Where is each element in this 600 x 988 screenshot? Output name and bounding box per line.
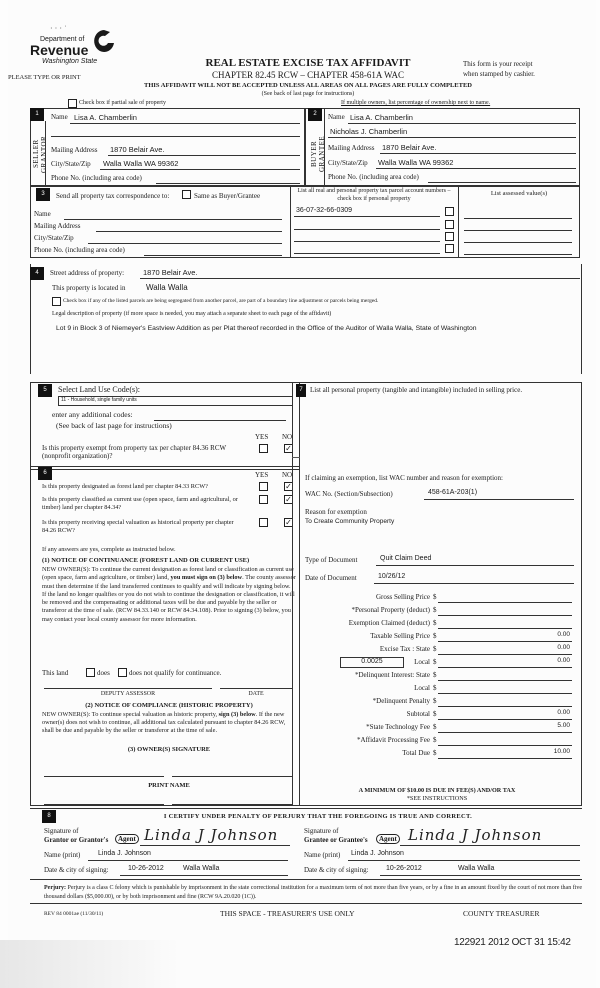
- section-number-7: 7: [296, 384, 306, 397]
- grantee-agent-circled: Agent: [376, 834, 400, 844]
- amount-label: *Delinquent Interest: State: [354, 671, 430, 679]
- historic-question: Is this property receiving special valuation as historical property per chapter 84.26 RCW?: [42, 519, 234, 534]
- perjury-text: Perjury is a class C felony which is punishable by imprisonment in the state correctional institution for a maximum term of not more than five years, or by a fine in an amount fixed by the court of not more than five thousand dollars ($5,000.00), or by both imprisonment and fine (RCW 9A.20.020 (1C)).: [44, 885, 583, 900]
- notice2-text-b: . If the new owner(s) does not wish to continue, all additional tax calculated pursuant to chapter 84.26 RCW, shall be due and payable by the seller or transferor at the time of sale.: [42, 711, 286, 734]
- reason-value: To Create Community Property: [305, 518, 395, 525]
- grantee-name-value: Linda J. Johnson: [351, 850, 404, 857]
- perjury-bold: Perjury:: [44, 885, 66, 891]
- currency-sign: $: [433, 671, 437, 679]
- buyer-address-value: 1870 Belair Ave.: [382, 143, 437, 152]
- amount-value: 0.00: [557, 709, 570, 716]
- land-use-see-back: (See back of last page for instructions): [56, 421, 172, 430]
- legal-description-value: Lot 9 in Block 3 of Niemeyer's Eastview Addition as per Plat thereof recorded in the Office of the Auditor of Walla Walla, State of Washington: [56, 325, 477, 332]
- grantee-date-label: Date & city of signing:: [304, 866, 369, 874]
- amount-label: *Affidavit Processing Fee: [357, 736, 430, 744]
- land-use-label: Select Land Use Code(s):: [58, 385, 140, 394]
- amount-field-personal-property[interactable]: [438, 606, 572, 616]
- grantor-date-label: Date & city of signing:: [44, 866, 109, 874]
- assessed-field-3[interactable]: [464, 234, 572, 243]
- amount-value: 10.00: [553, 748, 570, 755]
- buyer-name-label: Name: [328, 113, 345, 121]
- notice2-text-a: NEW OWNER(S): To continue special valuation as historic property,: [42, 711, 219, 718]
- amount-row: [298, 696, 578, 709]
- grantor-signature: Linda J Johnson: [144, 826, 279, 844]
- section-number-4: 4: [30, 267, 44, 280]
- amount-label: *Delinquent Penalty: [372, 697, 430, 705]
- exempt-question: Is this property exempt from property tax per chapter 84.36 RCW (nonprofit organization)?: [42, 444, 226, 460]
- corr-city-field[interactable]: [88, 234, 282, 244]
- grantor-sig-label-2: Grantor or Grantor's: [44, 836, 109, 844]
- partial-sale-checkbox[interactable]: [68, 99, 77, 108]
- amount-label: Local: [414, 658, 430, 666]
- currency-sign: $: [433, 606, 437, 614]
- amount-label: *State Technology Fee: [366, 723, 430, 731]
- buyer-phone-label: Phone No. (including area code): [328, 173, 419, 181]
- current-use-yes-checkbox[interactable]: [259, 495, 268, 504]
- currency-sign: $: [433, 593, 437, 601]
- amount-field-gross[interactable]: [438, 593, 572, 603]
- corr-address-field[interactable]: [96, 222, 282, 232]
- currency-sign: $: [433, 710, 437, 718]
- wac-label: WAC No. (Section/Subsection): [305, 490, 393, 498]
- divider: [45, 121, 46, 186]
- grantee-name-label: Name (print): [304, 851, 341, 859]
- street-address-field[interactable]: [140, 269, 580, 279]
- seller-city-value: Walla Walla WA 99362: [103, 159, 179, 168]
- currency-sign: $: [433, 632, 437, 640]
- minimum-note: A MINIMUM OF $10.00 IS DUE IN FEE(S) AND/OR TAX: [358, 787, 516, 794]
- amount-field-delinquent-local[interactable]: [438, 684, 572, 694]
- seller-name-value: Lisa A. Chamberlin: [74, 113, 137, 122]
- no-header-6: NO: [282, 471, 293, 479]
- street-address-label: Street address of property:: [50, 269, 125, 277]
- amount-value: 0.00: [557, 631, 570, 638]
- located-in-label: This property is located in: [52, 284, 126, 292]
- additional-codes-label: enter any additional codes:: [52, 410, 133, 419]
- amount-row: [298, 605, 578, 618]
- logo-line2: Revenue: [30, 42, 89, 58]
- currency-sign: $: [433, 658, 437, 666]
- amount-label: Exemption Claimed (deduct): [348, 619, 430, 627]
- logo-dots: · · · ˙: [50, 24, 67, 33]
- notice2-title: (2) NOTICE OF COMPLIANCE (HISTORIC PROPERTY): [85, 702, 253, 709]
- buyer-name-value: Lisa A. Chamberlin: [350, 113, 413, 122]
- divider: [30, 903, 582, 904]
- warning: THIS AFFIDAVIT WILL NOT BE ACCEPTED UNLESS ALL AREAS ON ALL PAGES ARE FULLY COMPLETED: [144, 82, 472, 89]
- divider: [292, 457, 300, 458]
- notice1-text-a: NEW OWNER(S): To continue the current designation as forest land or classification as current use (open space, farm and agriculture, or timber) land,: [42, 566, 294, 582]
- partial-sale-label: Check box if partial sale of property: [79, 100, 166, 106]
- corr-name-label: Name: [34, 210, 51, 218]
- notice1-text: [42, 566, 296, 624]
- deputy-assessor-date[interactable]: [220, 680, 292, 689]
- amount-row: [298, 657, 578, 670]
- amount-row: [298, 631, 578, 644]
- section-6-designations: [30, 466, 300, 806]
- amount-row: [298, 592, 578, 605]
- currency-sign: $: [433, 619, 437, 627]
- form-chapter: CHAPTER 82.45 RCW – CHAPTER 458-61A WAC: [212, 70, 404, 80]
- notice1-text-b: . The county assessor must then determine if the land transferred continues to qualify and will indicate by signing below. If the land no longer qualifies or you do not wish to continue the designation or classification, it will be removed and the compensating or additional taxes will be due and payable by the seller or transferor at the time of sale. (RCW 84.33.140 or RCW 84.34.108). Prior to signing (3) below, you may contact your local county assessor for more information.: [42, 574, 296, 623]
- buyer-side-label: BUYER GRANTEE: [310, 135, 326, 173]
- forest-no-checkbox[interactable]: ✓: [285, 482, 292, 491]
- grantor-name-value: Linda J. Johnson: [98, 850, 151, 857]
- amount-row: [298, 735, 578, 748]
- corr-phone-label: Phone No. (including area code): [34, 246, 125, 254]
- grantor-agent-circled: Agent: [115, 834, 139, 844]
- currency-sign: $: [433, 684, 437, 692]
- logo-line3: Washington State: [42, 58, 98, 65]
- divider: [324, 108, 325, 186]
- amount-field-delinquent-state[interactable]: [438, 671, 572, 681]
- currency-sign: $: [433, 749, 437, 757]
- treasurer-use: THIS SPACE - TREASURER'S USE ONLY: [220, 909, 355, 918]
- date-label: DATE: [248, 691, 264, 697]
- historic-yes-checkbox[interactable]: [259, 518, 268, 527]
- yes-header: YES: [255, 433, 269, 441]
- grantee-date-value: 10-26-2012: [386, 865, 422, 872]
- doc-type-label: Type of Document: [305, 556, 358, 564]
- section-4-property: [30, 264, 582, 374]
- amount-label: Gross Selling Price: [375, 593, 430, 601]
- certify-statement: I CERTIFY UNDER PENALTY OF PERJURY THAT THE FOREGOING IS TRUE AND CORRECT.: [163, 813, 473, 820]
- notice2-bold: sign (3) below: [218, 711, 256, 718]
- personal-property-checkbox-2[interactable]: [445, 220, 454, 229]
- reason-label: Reason for exemption: [305, 508, 367, 516]
- same-as-buyer-label: Same as Buyer/Grantee: [194, 192, 261, 200]
- personal-property-label: List all personal property (tangible and intangible) included in selling price.: [310, 386, 523, 394]
- dor-swirl-icon: [92, 28, 116, 54]
- form-number: REV 84 0001ae (11/30/11): [44, 911, 104, 917]
- no-header: NO: [282, 433, 293, 441]
- amount-label: Excise Tax : State: [379, 645, 430, 653]
- amount-label: Subtotal: [406, 710, 430, 718]
- parcel-header: List all real and personal property tax parcel account numbers – check box if personal property: [297, 188, 451, 202]
- legal-description-label: Legal description of property (if more space is needed, you may attach a separate sheet to each page of the affidavit): [52, 311, 332, 317]
- scan-shadow: [0, 940, 180, 988]
- section-number-1: 1: [30, 108, 44, 121]
- notice2-text: [42, 711, 296, 735]
- parcel-field-3[interactable]: [294, 233, 440, 242]
- additional-codes-field[interactable]: [154, 411, 286, 421]
- seller-address-label: Mailing Address: [51, 146, 98, 154]
- amount-row: [298, 709, 578, 722]
- does-label: does: [97, 669, 110, 677]
- notice1-title: (1) NOTICE OF CONTINUANCE (FOREST LAND OR CURRENT USE): [42, 557, 250, 564]
- buyer-address-label: Mailing Address: [328, 144, 375, 152]
- local-rate-value: 0.0025: [361, 658, 383, 665]
- amount-row: [298, 748, 578, 761]
- assessed-field-1[interactable]: [464, 210, 572, 219]
- see-instructions: *SEE INSTRUCTIONS: [406, 795, 468, 802]
- seller-side-label: SELLER GRANTOR: [32, 135, 48, 173]
- forest-question: Is this property designated as forest land per chapter 84.33 RCW?: [42, 483, 208, 490]
- corr-name-field[interactable]: [64, 210, 282, 220]
- grantee-signature: Linda J Johnson: [408, 826, 543, 844]
- same-as-buyer-checkbox[interactable]: [182, 190, 191, 199]
- doc-type-value: Quit Claim Deed: [380, 555, 432, 562]
- amount-label: Local: [414, 684, 430, 692]
- perjury-notice: [44, 884, 584, 901]
- corr-city-label: City/State/Zip: [34, 234, 74, 242]
- personal-property-checkbox-1[interactable]: [445, 207, 454, 216]
- segregated-label: Check box if any of the listed parcels are being segregated from another parcel, are part of a boundary line adjustment or parcels being merged.: [63, 298, 379, 304]
- street-address-value: 1870 Belair Ave.: [143, 268, 198, 277]
- personal-property-checkbox-3[interactable]: [445, 232, 454, 241]
- deputy-assessor-signature[interactable]: [44, 680, 212, 689]
- parcel-field-2[interactable]: [294, 221, 440, 230]
- buyer-city-value: Walla Walla WA 99362: [378, 158, 454, 167]
- treasurer-stamp: 122921 2012 OCT 31 15:42: [454, 937, 571, 948]
- does-qualify-checkbox[interactable]: [86, 668, 95, 677]
- amount-field-exemption[interactable]: [438, 619, 572, 629]
- parcel-value-1: 36-07-32-66-0309: [296, 207, 353, 214]
- assessed-field-2[interactable]: [464, 222, 572, 231]
- currency-sign: $: [433, 697, 437, 705]
- multiple-owners-note: If multiple owners, list percentage of ownership next to name.: [341, 100, 491, 106]
- assessed-header: List assessed value(s): [490, 190, 548, 197]
- amount-value: 0.00: [557, 644, 570, 651]
- corr-phone-field[interactable]: [144, 246, 282, 256]
- yes-header-6: YES: [255, 471, 269, 479]
- amount-label: *Personal Property (deduct): [351, 606, 430, 614]
- seller-address-value: 1870 Belair Ave.: [110, 145, 165, 154]
- personal-property-checkbox-4[interactable]: [445, 244, 454, 253]
- affidavit-page: [8, 0, 596, 988]
- corr-address-label: Mailing Address: [34, 222, 81, 230]
- section-number-6: 6: [38, 467, 52, 480]
- segregated-checkbox[interactable]: [52, 297, 61, 306]
- buyer-city-label: City/State/Zip: [328, 159, 368, 167]
- divider: [458, 186, 459, 258]
- amount-value: 5.00: [557, 722, 570, 729]
- exemption-label: If claiming an exemption, list WAC number and reason for exemption:: [305, 474, 503, 482]
- doc-date-value: 10/26/12: [378, 573, 406, 580]
- does-not-qualify-checkbox[interactable]: [118, 668, 127, 677]
- owner-signature-label: (3) OWNER(S) SIGNATURE: [127, 746, 211, 753]
- county-treasurer: COUNTY TREASURER: [463, 909, 540, 918]
- please-type: PLEASE TYPE OR PRINT: [8, 74, 81, 81]
- owner-signature-field-2[interactable]: [172, 768, 292, 777]
- seller-phone-label: Phone No. (including area code): [51, 174, 142, 182]
- see-back: (See back of last page for instructions): [261, 91, 355, 97]
- amount-row: [298, 683, 578, 696]
- seller-city-label: City/State/Zip: [51, 160, 91, 168]
- parcel-field-4[interactable]: [294, 245, 440, 254]
- section-number-5: 5: [38, 384, 52, 397]
- currency-sign: $: [433, 723, 437, 731]
- amount-label: Taxable Selling Price: [370, 632, 430, 640]
- amount-label: Total Due: [402, 749, 430, 757]
- does-not-label: does not qualify for continuance.: [129, 669, 222, 677]
- currency-sign: $: [433, 736, 437, 744]
- print-name-field-1[interactable]: [44, 796, 164, 805]
- divider: [290, 186, 291, 258]
- amount-row: [298, 618, 578, 631]
- exempt-yes-checkbox[interactable]: [259, 444, 268, 453]
- deputy-assessor-label: DEPUTY ASSESSOR: [100, 691, 156, 697]
- seller-phone-field[interactable]: [156, 174, 300, 184]
- current-use-no-checkbox[interactable]: ✓: [285, 495, 292, 504]
- buyer-phone-field[interactable]: [428, 173, 576, 183]
- seller-name2-field[interactable]: [51, 127, 300, 137]
- amount-field-processing-fee[interactable]: [438, 736, 572, 746]
- grantor-city-value: Walla Walla: [183, 865, 220, 872]
- grantee-sig-label-2: Grantee or Grantee's: [304, 836, 368, 844]
- form-title: REAL ESTATE EXCISE TAX AFFIDAVIT: [205, 57, 411, 69]
- notice1-bold: you must sign on (3) below: [170, 574, 243, 582]
- amount-field-delinquent-penalty[interactable]: [438, 697, 572, 707]
- doc-date-label: Date of Document: [305, 574, 357, 582]
- grantor-date-value: 10-26-2012: [128, 865, 164, 872]
- amount-row: [298, 722, 578, 735]
- if-yes-note: If any answers are yes, complete as instructed below.: [42, 546, 176, 553]
- grantee-city-value: Walla Walla: [458, 865, 495, 872]
- owner-signature-field-1[interactable]: [44, 768, 164, 777]
- seller-name-label: Name: [51, 113, 68, 121]
- grantor-name-label: Name (print): [44, 851, 81, 859]
- receipt-note-1: This form is your receipt: [463, 60, 533, 68]
- grantor-sig-label-1: Signature of: [44, 827, 79, 835]
- wac-value: 458-61A-203(1): [428, 489, 478, 496]
- current-use-question: Is this property classified as current use (open space, farm and agricultural, or timber) land per chapter 84.34?: [42, 496, 238, 511]
- print-name-field-2[interactable]: [172, 796, 292, 805]
- exempt-no-checkbox[interactable]: ✓: [285, 444, 292, 453]
- print-name-label: PRINT NAME: [148, 782, 190, 789]
- amount-row: [298, 670, 578, 683]
- section-number-2: 2: [308, 108, 322, 121]
- section-number-8: 8: [42, 810, 56, 823]
- buyer-name2-value: Nicholas J. Chamberlin: [330, 127, 408, 136]
- grantee-sig-label-1: Signature of: [304, 827, 339, 835]
- assessed-field-4[interactable]: [464, 246, 572, 255]
- forest-yes-checkbox[interactable]: [259, 482, 268, 491]
- land-use-value: 11 - Household, single family units: [61, 397, 137, 403]
- located-in-value: Walla Walla: [146, 283, 188, 292]
- logo-line1: Department of: [40, 36, 85, 43]
- historic-no-checkbox[interactable]: ✓: [285, 518, 292, 527]
- receipt-note-2: when stamped by cashier.: [463, 70, 535, 78]
- send-correspondence-label: Send all property tax correspondence to:: [56, 192, 170, 200]
- this-land-label: This land: [42, 669, 69, 677]
- currency-sign: $: [433, 645, 437, 653]
- amount-value: 0.00: [557, 657, 570, 664]
- dor-logo: [30, 24, 120, 74]
- amount-row: [298, 644, 578, 657]
- section-number-3: 3: [36, 188, 50, 201]
